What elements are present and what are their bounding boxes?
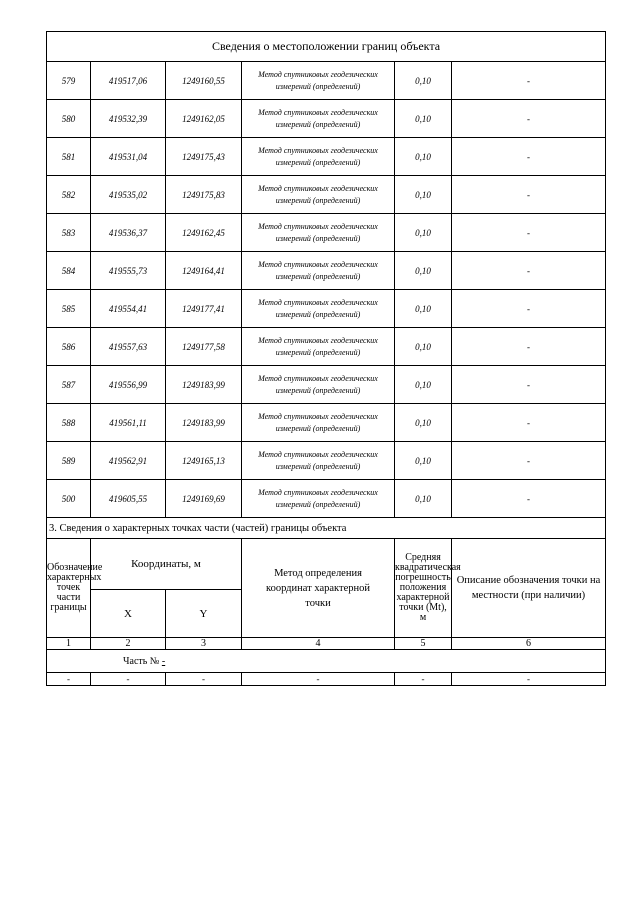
col-number-6: 6 (452, 638, 606, 650)
empty-cell: - (395, 673, 452, 686)
point-number-cell: 584 (47, 252, 91, 290)
description-cell: - (452, 328, 606, 366)
table-row (47, 290, 606, 328)
table-row (47, 366, 606, 404)
empty-row (47, 673, 606, 686)
coord-x-cell: 419532,39 (91, 100, 166, 138)
table-row (47, 442, 606, 480)
point-number-cell: 579 (47, 62, 91, 100)
point-number-cell: 585 (47, 290, 91, 328)
rms-value-cell: 0,10 (395, 214, 452, 252)
description-cell: - (452, 138, 606, 176)
rms-value-cell: 0,10 (395, 62, 452, 100)
section-3-title: 3. Сведения о характерных точках части (частей) границы объекта (47, 518, 606, 539)
rms-value-cell: 0,10 (395, 290, 452, 328)
rms-value-cell: 0,10 (395, 404, 452, 442)
coord-x-cell: 419562,91 (91, 442, 166, 480)
coord-x-cell: 419557,63 (91, 328, 166, 366)
coord-y-cell: 1249175,83 (166, 176, 242, 214)
method-cell: Метод спутниковых геодезических измерений (определений) (242, 214, 395, 252)
coord-y-cell: 1249162,45 (166, 214, 242, 252)
point-number-cell: 580 (47, 100, 91, 138)
empty-cell: - (47, 673, 91, 686)
table-row (47, 328, 606, 366)
rms-value-cell: 0,10 (395, 442, 452, 480)
rms-value-cell: 0,10 (395, 366, 452, 404)
point-number-cell: 583 (47, 214, 91, 252)
point-number-cell: 588 (47, 404, 91, 442)
method-cell: Метод спутниковых геодезических измерений (определений) (242, 328, 395, 366)
empty-cell: - (91, 673, 166, 686)
point-number-cell: 582 (47, 176, 91, 214)
coord-x-cell: 419555,73 (91, 252, 166, 290)
rms-value-cell: 0,10 (395, 100, 452, 138)
description-cell: - (452, 176, 606, 214)
column-numbers-row (47, 638, 606, 650)
method-cell: Метод спутниковых геодезических измерений (определений) (242, 252, 395, 290)
description-cell: - (452, 214, 606, 252)
col-number-3: 3 (166, 638, 242, 650)
rms-value-cell: 0,10 (395, 138, 452, 176)
table-row (47, 100, 606, 138)
header-rms: Средняя квадратическая погрешность положения характерной точки (Mt), м (395, 539, 452, 638)
coord-y-cell: 1249175,43 (166, 138, 242, 176)
part-value: - (161, 655, 166, 667)
part-label: Часть № (123, 655, 160, 667)
method-cell: Метод спутниковых геодезических измерений (определений) (242, 138, 395, 176)
empty-cell: - (452, 673, 606, 686)
coord-y-cell: 1249183,99 (166, 366, 242, 404)
header-designation: Обозначение характерных точек части границы (47, 539, 91, 638)
header-x: X (91, 590, 166, 638)
boundary-table (46, 31, 606, 686)
description-cell: - (452, 404, 606, 442)
col-number-1: 1 (47, 638, 91, 650)
method-cell: Метод спутниковых геодезических измерений (определений) (242, 290, 395, 328)
description-cell: - (452, 366, 606, 404)
header-description: Описание обозначения точки на местности (при наличии) (452, 539, 606, 638)
table-row (47, 62, 606, 100)
table-row (47, 214, 606, 252)
description-cell: - (452, 100, 606, 138)
rms-value-cell: 0,10 (395, 252, 452, 290)
header-y: Y (166, 590, 242, 638)
table-row (47, 480, 606, 518)
part-row (47, 650, 606, 673)
method-cell: Метод спутниковых геодезических измерений (определений) (242, 404, 395, 442)
rms-value-cell: 0,10 (395, 480, 452, 518)
table-title: Сведения о местоположении границ объекта (47, 32, 606, 62)
empty-cell: - (242, 673, 395, 686)
col-number-2: 2 (91, 638, 166, 650)
coord-y-cell: 1249177,58 (166, 328, 242, 366)
coord-x-cell: 419531,04 (91, 138, 166, 176)
coord-y-cell: 1249177,41 (166, 290, 242, 328)
coord-y-cell: 1249160,55 (166, 62, 242, 100)
table-row (47, 404, 606, 442)
coord-x-cell: 419561,11 (91, 404, 166, 442)
coord-x-cell: 419605,55 (91, 480, 166, 518)
coord-y-cell: 1249169,69 (166, 480, 242, 518)
coord-x-cell: 419535,02 (91, 176, 166, 214)
table-row (47, 138, 606, 176)
method-cell: Метод спутниковых геодезических измерений (определений) (242, 366, 395, 404)
method-cell: Метод спутниковых геодезических измерений (определений) (242, 62, 395, 100)
coord-x-cell: 419556,99 (91, 366, 166, 404)
point-number-cell: 589 (47, 442, 91, 480)
document-sheet (46, 31, 605, 686)
col-number-4: 4 (242, 638, 395, 650)
point-number-cell: 586 (47, 328, 91, 366)
coord-y-cell: 1249165,13 (166, 442, 242, 480)
coord-x-cell: 419517,06 (91, 62, 166, 100)
description-cell: - (452, 290, 606, 328)
coord-x-cell: 419554,41 (91, 290, 166, 328)
point-number-cell: 587 (47, 366, 91, 404)
description-cell: - (452, 442, 606, 480)
header-method: Метод определения координат характерной точки (242, 539, 395, 638)
empty-cell: - (166, 673, 242, 686)
table-row (47, 176, 606, 214)
coord-x-cell: 419536,37 (91, 214, 166, 252)
col-number-5: 5 (395, 638, 452, 650)
table-row (47, 252, 606, 290)
coord-y-cell: 1249164,41 (166, 252, 242, 290)
description-cell: - (452, 480, 606, 518)
point-number-cell: 500 (47, 480, 91, 518)
header-coords: Координаты, м (91, 539, 242, 590)
method-cell: Метод спутниковых геодезических измерений (определений) (242, 100, 395, 138)
description-cell: - (452, 62, 606, 100)
method-cell: Метод спутниковых геодезических измерений (определений) (242, 442, 395, 480)
method-cell: Метод спутниковых геодезических измерений (определений) (242, 480, 395, 518)
coord-y-cell: 1249183,99 (166, 404, 242, 442)
coord-y-cell: 1249162,05 (166, 100, 242, 138)
description-cell: - (452, 252, 606, 290)
method-cell: Метод спутниковых геодезических измерений (определений) (242, 176, 395, 214)
point-number-cell: 581 (47, 138, 91, 176)
rms-value-cell: 0,10 (395, 328, 452, 366)
rms-value-cell: 0,10 (395, 176, 452, 214)
